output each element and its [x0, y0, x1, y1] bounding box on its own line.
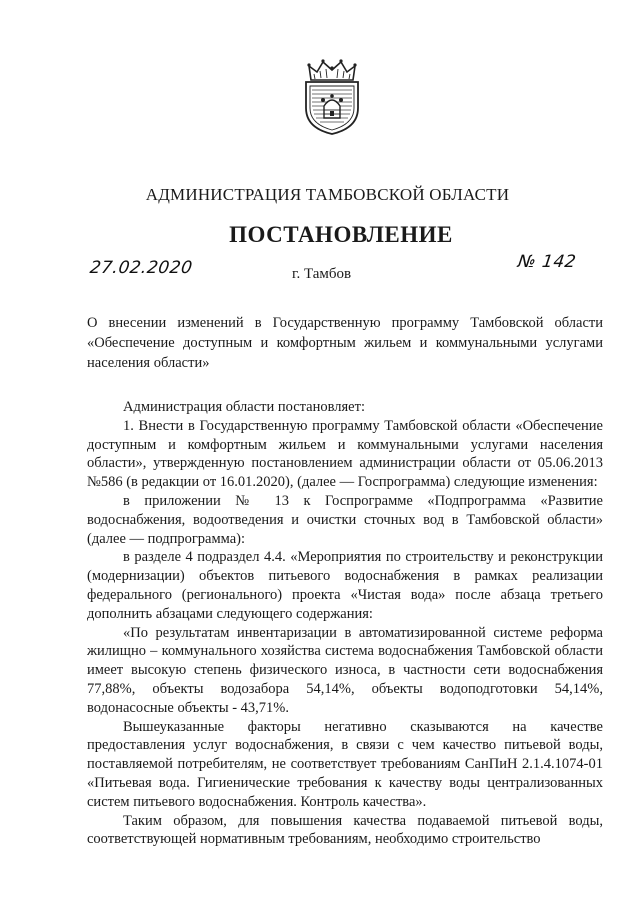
body-paragraph-4: «По результатам инвентаризации в автоматизированной системе реформа жилищно – коммунального хозяйства система водоснабжения Тамбовской области имеет высокую степень физического износа, в частности сети водоснабжения 77,88%, объекты водозабора 54,14%, объекты водоподготовки 54,14%, водонасосные объекты - 43,71%. — [87, 624, 603, 716]
body-paragraph-1: 1. Внести в Государственную программу Тамбовской области «Обеспечение доступным и комфортным жильем и коммунальными услугами населения области», утвержденную постановлением администрации области от 05.06.2013 №586 (в редакции от 16.01.2020), (далее — Госпрограмма) следующие изменения: — [87, 417, 603, 491]
body-paragraph-2: в приложении № 13 к Госпрограмме «Подпрограмма «Развитие водоснабжения, водоотведения и очистки сточных вод в Тамбовской области» (далее — подпрограмма): — [87, 492, 603, 547]
handwritten-document-number: № 142 — [516, 252, 578, 272]
body-paragraph-5: Вышеуказанные факторы негативно сказываются на качестве предоставления услуг водоснабжения, в связи с чем качество питьевой воды, поставляемой потребителям, не соответствует требованиям СанПиН 2.1.4.1074-01 «Питьевая вода. Гигиенические требования к качеству воды централизованных систем питьевого водоснабжения. Контроль качества». — [87, 718, 603, 810]
city-label: г. Тамбов — [292, 266, 352, 282]
handwritten-date: 27.02.2020 — [88, 258, 194, 278]
issuing-authority: АДМИНИСТРАЦИЯ ТАМБОВСКОЙ ОБЛАСТИ — [145, 185, 510, 204]
document-subject: О внесении изменений в Государственную программу Тамбовской области «Обеспечение доступным и комфортным жильем и коммунальными услугами населения области» — [87, 315, 603, 371]
body-paragraph-3: в разделе 4 подраздел 4.4. «Мероприятия по строительству и реконструкции (модернизации) объектов питьевого водоснабжения в рамках реализации федерального (регионального) проекта «Чистая вода» после абзаца третьего дополнить абзацами следующего содержания: — [87, 549, 603, 622]
body-paragraph-intro: Администрация области постановляет: — [123, 399, 365, 415]
document-body — [87, 398, 603, 849]
document-type-title: ПОСТАНОВЛЕНИЕ — [229, 222, 453, 247]
coat-of-arms-icon — [299, 58, 365, 136]
body-paragraph-6: Таким образом, для повышения качества подаваемой питьевой воды, соответствующей нормативным требованиям, необходимо строительство — [87, 812, 603, 848]
